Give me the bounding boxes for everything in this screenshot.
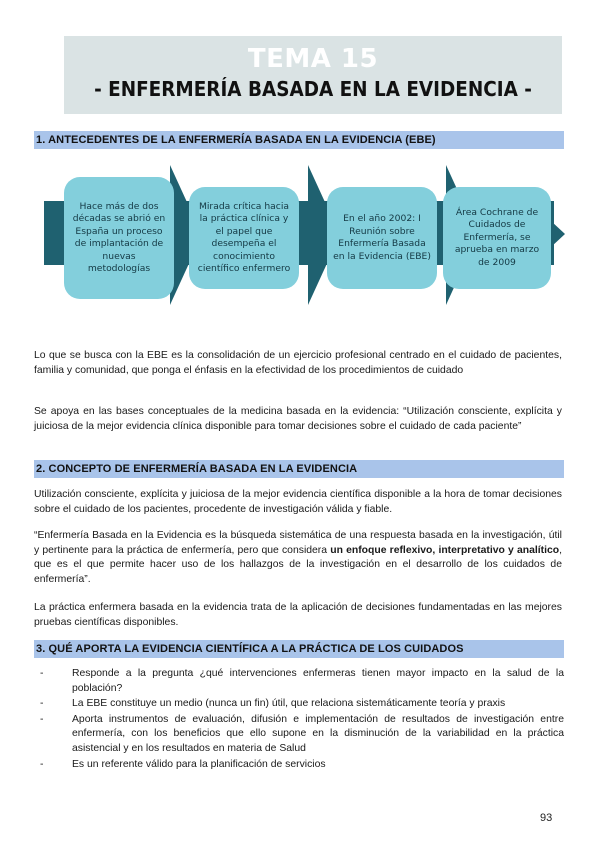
section-heading-aporta: 3. QUÉ APORTA LA EVIDENCIA CIENTÍFICA A LA PRÁCTICA DE LOS CUIDADOS — [34, 640, 564, 658]
list-item: - Es un referente válido para la planificación de servicios — [40, 758, 326, 770]
topic-title: - ENFERMERÍA BASADA EN LA EVIDENCIA - — [94, 77, 532, 101]
timeline-card-1: Hace más de dos décadas se abrió en España un proceso de implantación de nuevas metodologías — [64, 177, 174, 299]
page-number: 93 — [540, 812, 553, 824]
topic-number: TEMA 15 — [247, 44, 379, 74]
timeline-card-4: Área Cochrane de Cuidados de Enfermería, se aprueba en marzo de 2009 — [443, 187, 551, 289]
list-item: - Aporta instrumentos de evaluación, difusión e implementación de resultados de investigación entre enfermería, con los beneficios que ello supone en la disminución de la variabilidad en la práctica asistencial y en los resultados en materia de Salud — [40, 713, 564, 754]
paragraph-ebe-goal: Lo que se busca con la EBE es la consolidación de un ejercicio profesional centrado en el cuidado de pacientes, familia y comunidad, que ponga el énfasis en la efectividad de los procedimientos de cuidado — [34, 350, 562, 376]
title-banner — [64, 36, 562, 114]
paragraph-ebe-basis: Se apoya en las bases conceptuales de la medicina basada en la evidencia: “Utilización consciente, explícita y juiciosa de la mejor evidencia clínica disponible para tomar decisiones sobre el cuidado de cada paciente” — [34, 406, 562, 432]
paragraph-quote: “Enfermería Basada en la Evidencia es la búsqueda sistemática de una respuesta basada en la investigación, útil y pertinente para la práctica de enfermería, pero que considera un enfoque reflexivo, interpretativo y analítico, que es el que permite hacer uso de los hallazgos de la investigación en el desarrollo de los cuidados de enfermería”. — [34, 530, 562, 585]
section-heading-antecedentes: 1. ANTECEDENTES DE LA ENFERMERÍA BASADA EN LA EVIDENCIA (EBE) — [34, 131, 564, 149]
timeline-diagram — [34, 165, 568, 315]
list-item: - La EBE constituye un medio (nunca un fin) útil, que relaciona sistemáticamente teoría y praxis — [40, 698, 506, 710]
bold-emphasis: un enfoque reflexivo, interpretativo y analítico — [330, 544, 560, 556]
section-heading-concepto: 2. CONCEPTO DE ENFERMERÍA BASADA EN LA EVIDENCIA — [34, 460, 564, 478]
paragraph-practice: La práctica enfermera basada en la evidencia trata de la aplicación de decisiones fundamentadas en las mejores pruebas científicas disponibles. — [34, 602, 562, 628]
contributions-list — [40, 667, 564, 773]
list-item: - Responde a la pregunta ¿qué intervenciones enfermeras tienen mayor impacto en la salud de la población? — [40, 668, 564, 694]
timeline-arrow-head — [551, 221, 565, 247]
timeline-card-3: En el año 2002: I Reunión sobre Enfermería Basada en la Evidencia (EBE) — [327, 187, 437, 289]
paragraph-definition: Utilización consciente, explícita y juiciosa de la mejor evidencia científica disponible a la hora de tomar decisiones sobre el cuidado de los pacientes, procedente de investigación válida y fiable. — [34, 489, 562, 515]
timeline-card-2: Mirada crítica hacia la práctica clínica y el papel que desempeña el conocimiento científico enfermero — [189, 187, 299, 289]
